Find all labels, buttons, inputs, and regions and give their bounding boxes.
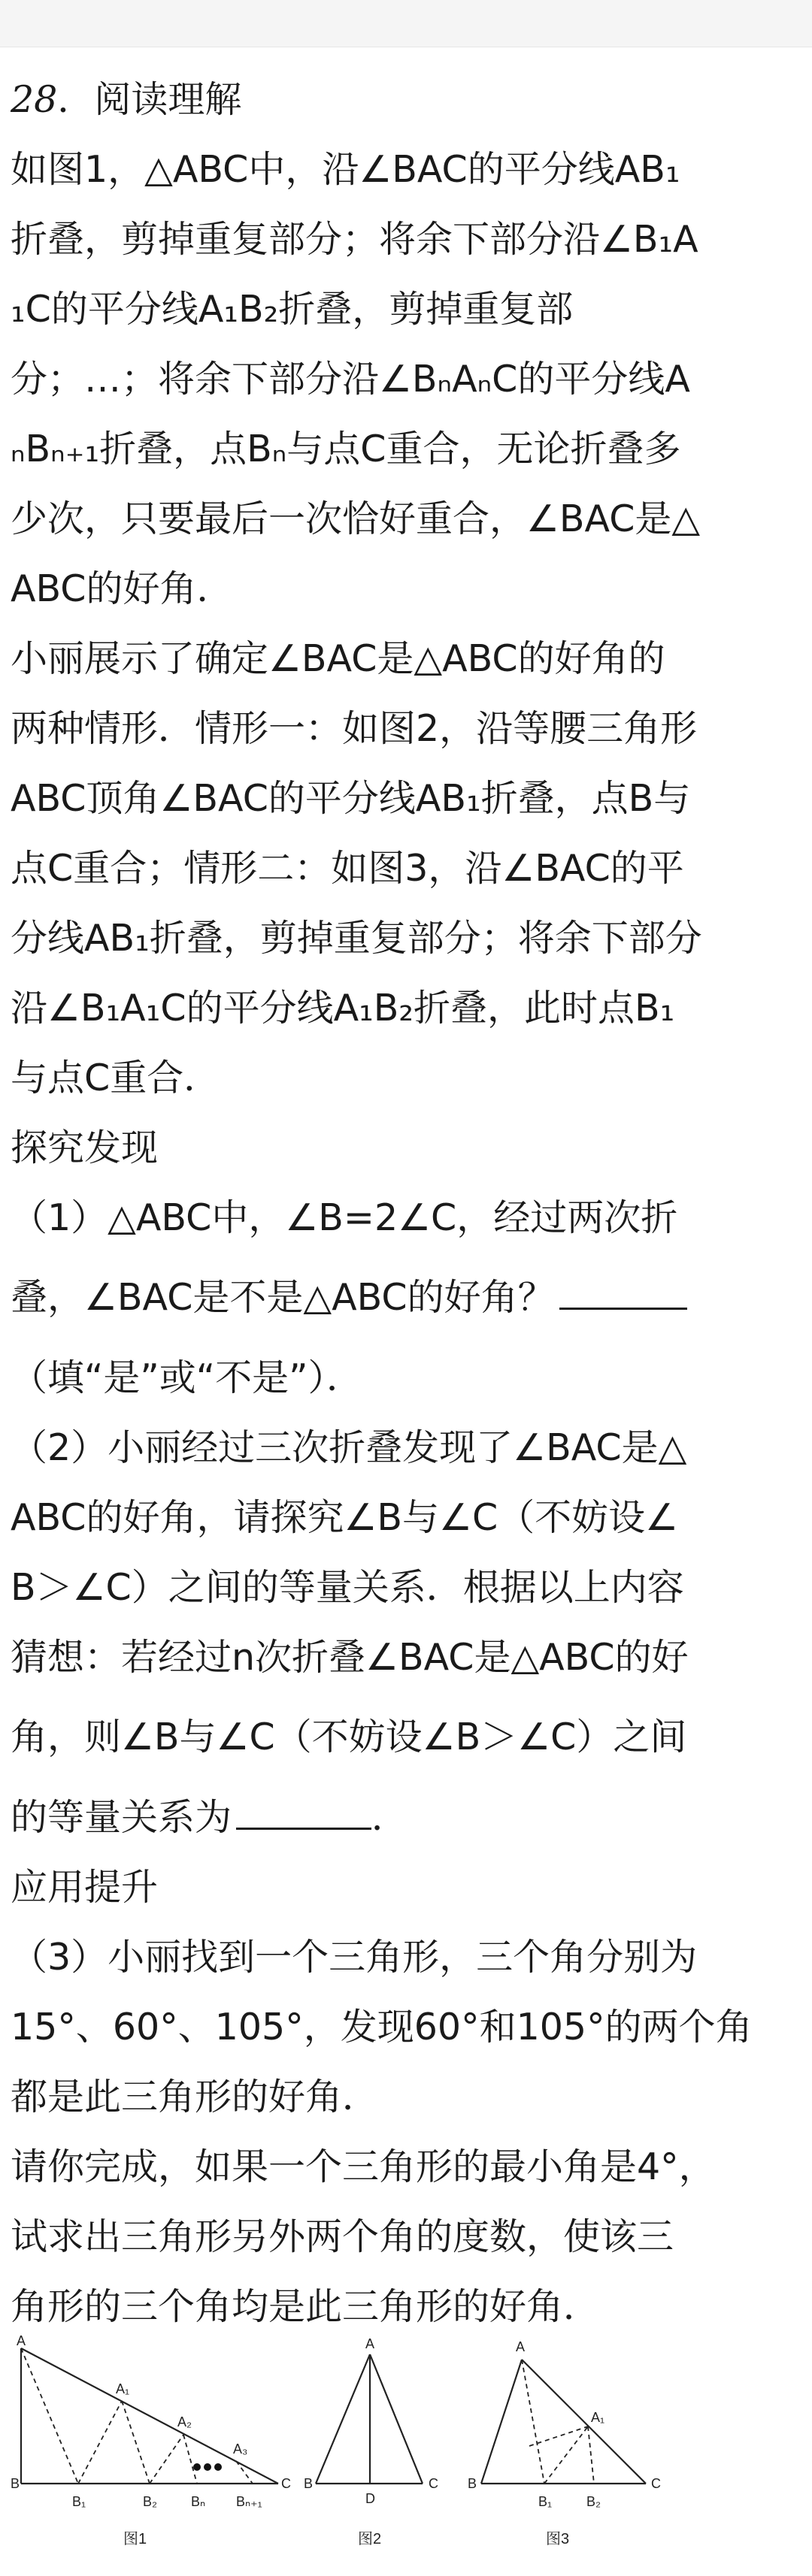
question-2-line: 的等量关系为 ． bbox=[11, 1796, 409, 1839]
fig1-label: A bbox=[17, 2333, 26, 2348]
text-line: 沿∠B₁A₁C的平分线A₁B₂折叠，此时点B₁ bbox=[11, 987, 675, 1029]
question-3-line: 都是此三角形的好角． bbox=[11, 2076, 380, 2118]
text-line: ₁C的平分线A₁B₂折叠，剪掉重复部 bbox=[11, 288, 574, 331]
section-heading: 应用提升 bbox=[11, 1866, 159, 1909]
figures-row bbox=[11, 2333, 801, 2566]
fig2-label: D bbox=[365, 2491, 375, 2506]
text-line: ABC的好角． bbox=[11, 567, 234, 610]
question-3-line: 角形的三个角均是此三角形的好角． bbox=[11, 2285, 601, 2328]
figure-2-labels bbox=[304, 2336, 438, 2547]
fig3-label: B bbox=[468, 2476, 477, 2491]
fig1-label: A₁ bbox=[116, 2381, 130, 2396]
fig3-label: B₂ bbox=[586, 2494, 601, 2509]
question-3-line: 15°、60°、105°，发现60°和105°的两个角 bbox=[11, 2006, 753, 2048]
figure-2 bbox=[316, 2354, 423, 2484]
problem-title: ．阅读理解 bbox=[57, 78, 242, 121]
question-2-line: （2）小丽经过三次折叠发现了∠BAC是△ bbox=[11, 1426, 687, 1469]
figure-1 bbox=[21, 2348, 278, 2484]
fig1-caption: 图1 bbox=[123, 2531, 147, 2547]
question-1-line: （1）△ABC中，∠B=2∠C，经过两次折 bbox=[11, 1196, 678, 1239]
text-line: 如图1，△ABC中，沿∠BAC的平分线AB₁ bbox=[11, 148, 680, 191]
fig2-label: C bbox=[429, 2476, 438, 2491]
question-2-line: ABC的好角，请探究∠B与∠C（不妨设∠ bbox=[11, 1496, 679, 1539]
fig3-caption: 图3 bbox=[546, 2531, 570, 2547]
text-line: 折叠，剪掉重复部分；将余下部分沿∠B₁A bbox=[11, 218, 698, 261]
fig1-label: B₂ bbox=[143, 2494, 157, 2509]
fig2-label: A bbox=[365, 2336, 375, 2351]
text-line: 分；…；将余下部分沿∠BₙAₙC的平分线A bbox=[11, 358, 690, 401]
figure-3-labels bbox=[468, 2339, 661, 2547]
text-line: ABC顶角∠BAC的平分线AB₁折叠，点B与 bbox=[11, 777, 691, 820]
question-1-line: 叠，∠BAC是不是△ABC的好角？ bbox=[11, 1253, 801, 1343]
answer-blank-2 bbox=[236, 1802, 371, 1830]
problem-body bbox=[11, 65, 801, 2342]
question-2-line: B＞∠C）之间的等量关系．根据以上内容 bbox=[11, 1566, 684, 1609]
text-line: 分线AB₁折叠，剪掉重复部分；将余下部分 bbox=[11, 917, 702, 960]
fig3-label: C bbox=[651, 2476, 661, 2491]
question-3-line: 请你完成，如果一个三角形的最小角是4°， bbox=[11, 2145, 716, 2188]
fig1-label: B₁ bbox=[72, 2494, 86, 2509]
text-line: 点C重合；情形二：如图3，沿∠BAC的平 bbox=[11, 847, 684, 890]
text-line: ₙBₙ₊₁折叠，点Bₙ与点C重合，无论折叠多 bbox=[11, 428, 681, 470]
fig3-label: B₁ bbox=[538, 2494, 553, 2509]
text-line: 少次，只要最后一次恰好重合，∠BAC是△ bbox=[11, 497, 701, 540]
figure-1-dots bbox=[193, 2463, 222, 2471]
text-line: 两种情形．情形一：如图2，沿等腰三角形 bbox=[11, 707, 698, 750]
fig3-label: A bbox=[516, 2339, 526, 2354]
fig2-caption: 图2 bbox=[358, 2531, 382, 2547]
problem-number: 28 bbox=[11, 78, 58, 121]
section-heading: 探究发现 bbox=[11, 1126, 159, 1169]
fig1-label: B bbox=[11, 2476, 20, 2491]
question-3-line: 试求出三角形另外两个角的度数，使该三 bbox=[11, 2215, 674, 2258]
question-1-line: （填“是”或“不是”）． bbox=[11, 1356, 364, 1399]
figures-svg bbox=[11, 2333, 801, 2566]
fig2-label: B bbox=[304, 2476, 314, 2491]
problem-heading bbox=[11, 65, 801, 135]
fig1-label: A₂ bbox=[177, 2414, 192, 2429]
text-line: 小丽展示了确定∠BAC是△ABC的好角的 bbox=[11, 637, 665, 680]
question-2-line: 猜想：若经过n次折叠∠BAC是△ABC的好 bbox=[11, 1636, 689, 1679]
top-bar bbox=[0, 0, 812, 47]
question-3-line: （3）小丽找到一个三角形，三个角分别为 bbox=[11, 1936, 698, 1979]
fig3-label: A₁ bbox=[591, 2410, 605, 2425]
answer-blank-1 bbox=[559, 1282, 687, 1310]
fig1-label: A₃ bbox=[233, 2441, 248, 2457]
text-line: 与点C重合． bbox=[11, 1057, 221, 1099]
figure-3 bbox=[481, 2360, 646, 2484]
fig1-label: Bₙ₊₁ bbox=[236, 2494, 262, 2509]
question-2-line: 角，则∠B与∠C（不妨设∠B＞∠C）之间 bbox=[11, 1716, 687, 1758]
fig1-label: C bbox=[281, 2476, 291, 2491]
fig1-label: Bₙ bbox=[191, 2494, 206, 2509]
